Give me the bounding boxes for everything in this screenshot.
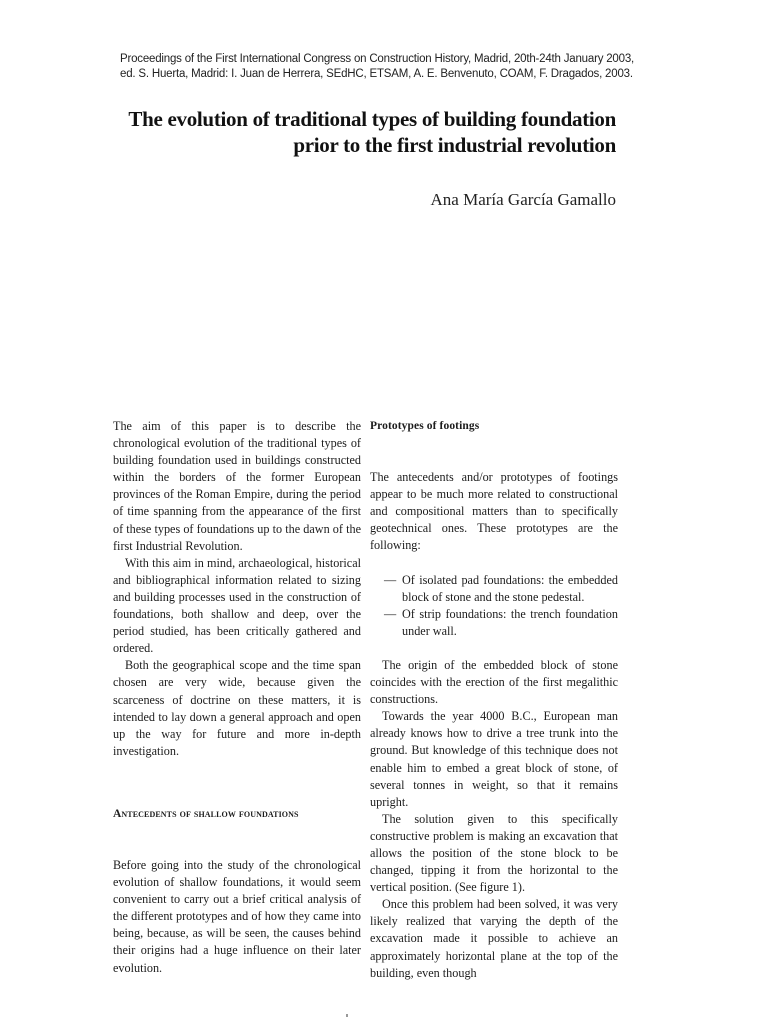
section-heading-antecedents: Antecedents of shallow foundations (113, 807, 299, 820)
list-spacer (370, 640, 618, 657)
abstract-paragraph-2: With this aim in mind, archaeological, historical and bibliographical information related to sizing and building processes used in the construction of foundations, both shallow and deep, over the period studied, has been critically gathered and ordered. (113, 555, 361, 656)
prototypes-paragraph-5: Once this problem had been solved, it was very likely realized that varying the depth of the excavation made it possible to achieve an approximately horizontal plane at the top of the building, even though (370, 897, 618, 980)
abstract-paragraph-3: Both the geographical scope and the time span chosen are very wide, because given the scarceness of doctrine on these matters, it is intended to lay down a general approach and open up the way for future and more in-depth investigation. (113, 658, 361, 758)
list-item-text: Of isolated pad foundations: the embedded block of stone and the stone pedestal. (402, 572, 618, 604)
scan-speck (346, 1014, 348, 1017)
heading-spacer (370, 435, 618, 469)
prototypes-list (370, 572, 618, 640)
list-item-text: Of strip foundations: the trench foundation under wall. (402, 606, 618, 638)
prototypes-list-item (370, 572, 618, 606)
paper-author: Ana María García Gamallo (430, 190, 616, 209)
list-dash: — (384, 606, 397, 621)
proceedings-header (120, 52, 635, 82)
prototypes-paragraph-2: The origin of the embedded block of stone coincides with the erection of the first megalithic constructions. (370, 657, 618, 707)
paper-title (120, 106, 616, 158)
abstract-paragraph-1: The aim of this paper is to describe the chronological evolution of the traditional types of building foundation used in buildings constructed within the borders of the former European provinces of the Roman Empire, during the period of time spanning from the appearance of the first of these types of foundations up to the dawn of the first Industrial Revolution. (113, 419, 361, 553)
prototypes-paragraph-1: The antecedents and/or prototypes of footings appear to be much more related to constructional and compositional matters than to specifically geotechnical ones. These prototypes are the following: (370, 470, 618, 553)
section-spacer (113, 760, 361, 806)
paper-title-line-1: The evolution of traditional types of building foundation (128, 107, 616, 131)
proceedings-line-2: ed. S. Huerta, Madrid: I. Juan de Herrera, SEdHC, ETSAM, A. E. Benvenuto, COAM, F. Dragados, 2003. (120, 68, 633, 80)
prototypes-list-item (370, 606, 618, 640)
right-column (370, 418, 618, 982)
list-dash: — (384, 572, 397, 587)
section-heading-prototypes: Prototypes of footings (370, 420, 480, 432)
prototypes-paragraph-3: Towards the year 4000 B.C., European man already knows how to drive a tree trunk into the ground. But knowledge of this technique does not enable him to embed a great block of stone, of several tonnes in weight, so that it remains upright. (370, 709, 618, 809)
antecedents-paragraph: Before going into the study of the chronological evolution of shallow foundations, it would seem convenient to carry out a brief critical analysis of the different prototypes and of how they came into being, because, as will be seen, the causes behind their origins had a huge influence on their later evolution. (113, 857, 361, 975)
heading-spacer (113, 823, 361, 857)
proceedings-line-1: Proceedings of the First International Congress on Construction History, Madrid, 20th-24th January 2003, (120, 53, 635, 65)
left-column (113, 418, 361, 977)
paper-title-line-2: prior to the first industrial revolution (293, 133, 616, 157)
list-spacer (370, 555, 618, 572)
prototypes-paragraph-4: The solution given to this specifically constructive problem is making an excavation that allows the position of the stone block to be changed, tipping it from the horizontal to the vertical position. (See figure 1). (370, 811, 618, 895)
